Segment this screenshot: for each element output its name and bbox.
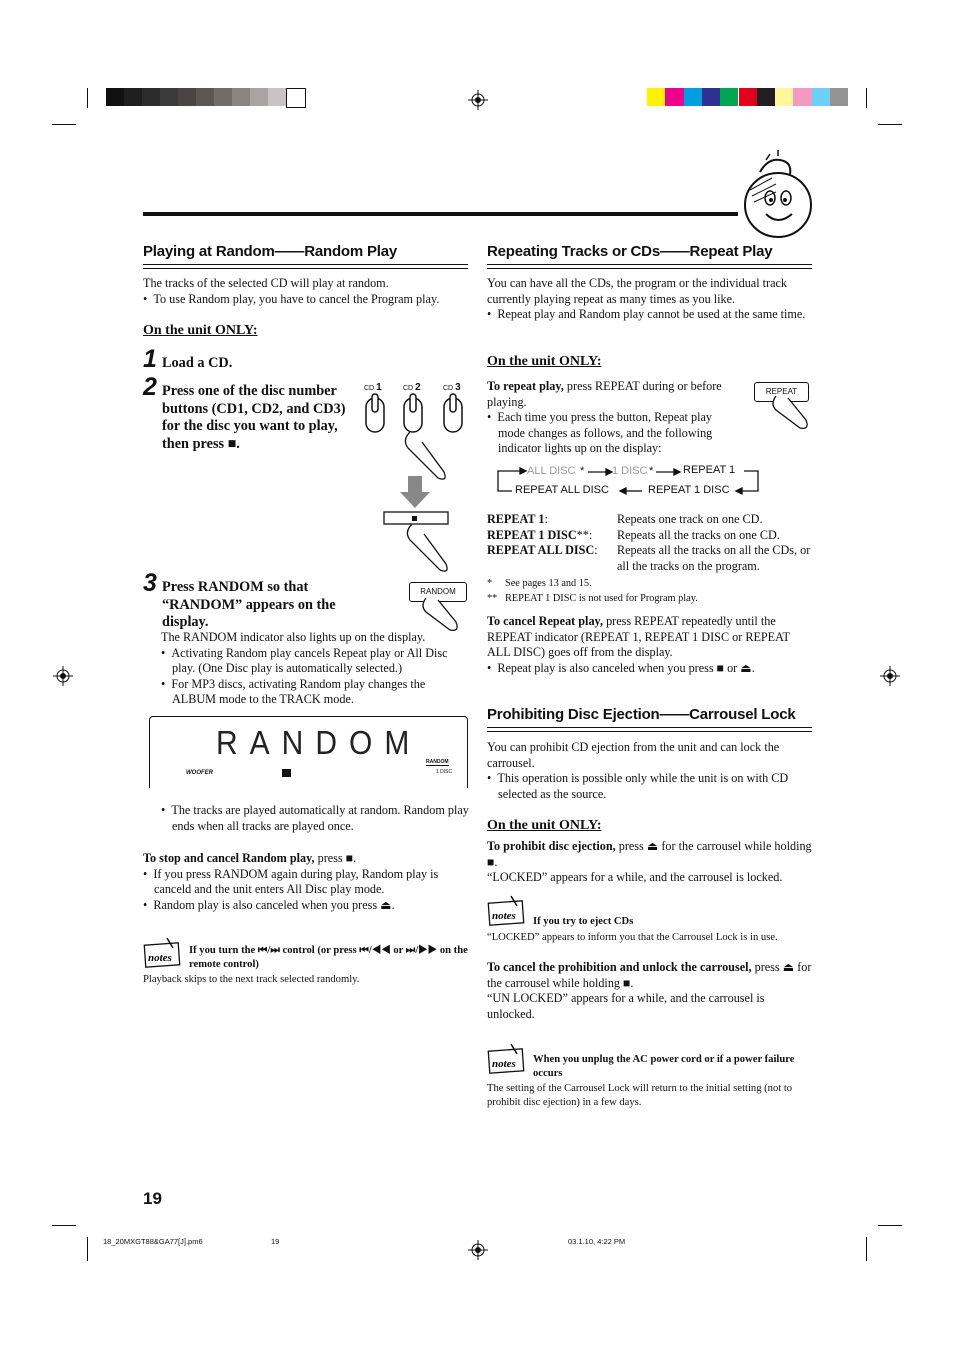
step-3-bullet: • For MP3 discs, activating Random play changes the ALBUM mode to the TRACK mode. — [161, 676, 426, 707]
repeat-button-illustration: REPEAT — [754, 382, 809, 402]
color-swatch — [178, 88, 196, 106]
footer-page: 19 — [271, 1237, 280, 1246]
flow-repeat-1-disc: REPEAT 1 DISC — [648, 484, 730, 496]
display-1-disc-indicator: 1 DISC — [436, 769, 453, 775]
repeat-intro: You can have all the CDs, the program or the individual track currently playing repeat as many times as you like. — [487, 276, 787, 306]
stop-random-instruction: To stop and cancel Random play, press ■. — [143, 851, 357, 865]
footer-date: 03.1.10, 4:22 PM — [568, 1237, 626, 1246]
to-repeat-instruction: To repeat play, press REPEAT during or before playing. — [487, 379, 722, 409]
prohibit-instruction: To prohibit disc ejection, press ⏏ for the carrousel while holding ■. — [487, 839, 812, 869]
registration-mark-icon — [468, 90, 488, 110]
registration-mark-icon — [53, 666, 73, 686]
step-2-text: Press one of the disc number buttons (CD1, CD2, and CD3) for the disc you want to play, then press ■. — [162, 383, 346, 452]
flow-repeat-1: REPEAT 1 — [683, 464, 736, 476]
step-3-bullet: • Activating Random play cancels Repeat play or All Disc play. (One Disc play is automatically selected.) — [161, 645, 448, 676]
color-swatch — [160, 88, 178, 106]
notes-power-title: When you unplug the AC power cord or if a power failure occurs — [533, 1054, 795, 1079]
notes-power-text: The setting of the Carrousel Lock will return to the initial setting (not to prohibit disc ejection) in a few days. — [487, 1083, 793, 1108]
definition-row: REPEAT ALL DISC: Repeats all the tracks on all the CDs, or all the tracks on the program. — [487, 543, 811, 573]
on-unit-only-label: On the unit ONLY: — [487, 818, 602, 833]
color-swatch — [214, 88, 232, 106]
definition-row: REPEAT 1: Repeats one track on one CD. — [487, 512, 763, 526]
page-number: 19 — [143, 1189, 162, 1208]
lock-intro: You can prohibit CD ejection from the unit and can lock the carrousel. — [487, 740, 780, 770]
flow-star: * — [580, 465, 585, 477]
notes-icon — [487, 1042, 527, 1074]
cancel-repeat-instruction: To cancel Repeat play, press REPEAT repeatedly until the REPEAT indicator (REPEAT 1, REPEAT 1 DISC or REPEAT ALL DISC) goes off from the display. — [487, 614, 790, 660]
repeat-mode-flow — [496, 462, 766, 498]
footnotes — [487, 576, 698, 606]
top-rule — [143, 212, 738, 216]
color-swatch — [684, 88, 702, 106]
color-swatch — [106, 88, 124, 106]
color-swatch — [702, 88, 720, 106]
svg-text:notes: notes — [148, 952, 172, 964]
color-swatch — [647, 88, 665, 106]
lock-bullet: • This operation is possible only while the unit is on with CD selected as the source. — [487, 771, 789, 801]
heading-rule — [487, 264, 812, 269]
carrousel-lock-heading: Prohibiting Disc Ejection——Carrousel Lock — [487, 706, 796, 723]
pressing-finger-icon — [770, 394, 820, 432]
color-swatch — [268, 88, 286, 106]
unlock-instruction: To cancel the prohibition and unlock the carrousel, press ⏏ for the carrousel while holding ■. — [487, 960, 812, 990]
color-swatch — [286, 88, 306, 108]
svg-text:notes: notes — [492, 910, 516, 922]
repeat-mode-bullet: • Each time you press the button, Repeat play mode changes as follows, and the following indicator lights up on the display: — [487, 410, 713, 456]
stop-random-bullet: • Random play is also canceled when you press ⏏. — [143, 897, 395, 912]
repeat-intro-bullet: • Repeat play and Random play cannot be used at the same time. — [487, 307, 806, 322]
display-random-indicator: RANDOM — [426, 759, 449, 765]
registration-mark-icon — [468, 1240, 488, 1260]
heading-rule — [487, 727, 812, 732]
cancel-repeat-bullet: • Repeat play is also canceled when you press ■ or ⏏. — [487, 660, 755, 675]
cd1-label: CD 1 — [364, 382, 382, 393]
step-1-number: 1 — [143, 345, 157, 373]
color-swatch — [232, 88, 250, 106]
pressing-finger-icon — [420, 596, 470, 632]
flow-all-disc: ALL DISC — [527, 465, 576, 477]
random-play-heading: Playing at Random——Random Play — [143, 243, 398, 260]
display-random-segments: RANDOM — [216, 725, 422, 762]
random-intro-bullet: • To use Random play, you have to cancel the Program play. — [143, 291, 440, 306]
color-swatch — [775, 88, 793, 106]
notes-eject-title: If you try to eject CDs — [533, 916, 634, 927]
flow-repeat-all-disc: REPEAT ALL DISC — [515, 484, 609, 496]
registration-mark-icon — [880, 666, 900, 686]
footer-filename: 18_20MXGT88&GA77[J].pm6 — [103, 1237, 203, 1246]
on-unit-only-label: On the unit ONLY: — [143, 323, 258, 338]
display-woofer-indicator: WOOFER — [186, 770, 213, 776]
step-3-text: Press RANDOM so that “RANDOM” appears on the display. — [162, 579, 336, 630]
on-unit-only-label: On the unit ONLY: — [487, 354, 602, 369]
heading-rule — [143, 264, 468, 269]
color-swatch — [739, 88, 757, 106]
step-3-note: The RANDOM indicator also lights up on the display. — [161, 630, 426, 644]
svg-text:notes: notes — [492, 1058, 516, 1070]
color-swatch — [665, 88, 683, 106]
step-3-number: 3 — [143, 569, 157, 597]
repeat-play-heading: Repeating Tracks or CDs——Repeat Play — [487, 243, 773, 260]
footnote-2: ** REPEAT 1 DISC is not used for Program play. — [487, 593, 698, 604]
display-panel-illustration — [149, 716, 468, 788]
color-swatch — [250, 88, 268, 106]
notes-icon — [143, 936, 183, 968]
color-swatch — [124, 88, 142, 106]
footnote-1: * See pages 13 and 15. — [487, 578, 592, 589]
random-intro: The tracks of the selected CD will play at random. — [143, 276, 389, 290]
locked-message-text: “LOCKED” appears for a while, and the carrousel is locked. — [487, 870, 783, 885]
display-disc-icon — [282, 769, 291, 777]
step-1-text: Load a CD. — [162, 355, 233, 371]
unlocked-message-text: “UN LOCKED” appears for a while, and the carrousel is unlocked. — [487, 991, 765, 1021]
color-swatch — [793, 88, 811, 106]
color-swatch — [812, 88, 830, 106]
repeat-definitions — [487, 512, 814, 574]
flow-arrows-icon — [496, 462, 766, 498]
color-swatch — [196, 88, 214, 106]
notes-eject-text: “LOCKED” appears to inform you that the Carrousel Lock is in use. — [487, 932, 778, 943]
color-swatch — [830, 88, 848, 106]
random-button-illustration: RANDOM — [409, 582, 467, 602]
notes-icon — [487, 894, 527, 926]
flow-star: * — [649, 465, 654, 477]
notes-skip-title: If you turn the ⏮/⏭ control (or press ⏮/◀◀ or ⏭/▶▶ on the remote control) — [189, 945, 468, 970]
random-result-bullet: • The tracks are played automatically at random. Random play ends when all tracks are played once. — [161, 803, 469, 833]
mascot-icon — [738, 150, 816, 240]
flow-1-disc: 1 DISC — [612, 465, 648, 477]
cd2-label: CD 2 — [403, 382, 421, 393]
color-swatch — [757, 88, 775, 106]
notes-skip-text: Playback skips to the next track selected randomly. — [143, 974, 360, 985]
color-swatch — [720, 88, 738, 106]
stop-random-bullet: • If you press RANDOM again during play, Random play is canceld and the unit enters All Disc play mode. — [143, 866, 439, 897]
cd3-label: CD 3 — [443, 382, 461, 393]
cd-buttons-illustration — [360, 392, 470, 602]
color-swatch — [142, 88, 160, 106]
step-2-number: 2 — [143, 373, 157, 401]
definition-row: REPEAT 1 DISC**: Repeats all the tracks on one CD. — [487, 527, 780, 542]
